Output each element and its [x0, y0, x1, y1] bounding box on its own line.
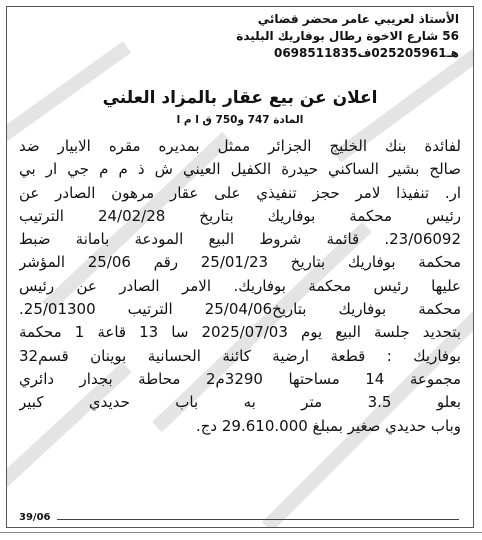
body-line: صالح بشير الساكني حيدرة الكفيل العيني ش ذ م م جي ار بي	[19, 160, 461, 179]
body-line: عليها رئيس محكمة بوفاريك. الامر الصادر عن رئيس	[19, 276, 461, 295]
notice-frame	[6, 6, 474, 528]
lawyer-name: الأستاذ لعريبي عامر محضر قضائي	[257, 12, 459, 26]
notice-articles: المادة 747 و750 ق ا م ا	[176, 114, 304, 126]
body-line: 23/06092. قائمة شروط البيع المودعة بامانة ضبط	[19, 230, 461, 249]
body-line: بعلو 3.5 متر به باب حديدي كبير	[19, 393, 461, 412]
lawyer-phones: هـ025205961ف0698511835	[273, 46, 459, 60]
body-line: بوفاريك : قطعة ارضية كائنة الحسانية بوينان قسم32	[19, 346, 461, 365]
page-bottom-rule	[0, 532, 482, 533]
body-line: وباب حديدي صغير بمبلغ 29.610.000 دج.	[195, 416, 461, 435]
body-line: رئيس محكمة بوفاريك بتاريخ 24/02/28 الترتيب	[19, 206, 461, 225]
footer-code: 39/06	[19, 512, 51, 523]
body-line: محكمة بوفاريك بتاريخ25/04/06 الترتيب 25/01300.	[19, 300, 461, 319]
body-line: محكمة بوفاريك بتاريخ 25/01/23 رقم 25/06 المؤشر	[19, 253, 461, 272]
notice-title: اعلان عن بيع عقار بالمزاد العلني	[102, 88, 378, 108]
body-line: لفائدة بنك الخليج الجزائر ممثل بمديره مقره الابيار ضد	[19, 137, 461, 155]
footer-divider	[57, 519, 459, 520]
notice-body	[19, 135, 461, 438]
lawyer-address: 56 شارع الاخوة رطال بوفاريك البليدة	[236, 29, 459, 43]
body-line: ار. تنفيذا لامر حجز تنفيذي على عقار مرهون الصادر عن	[19, 183, 461, 202]
header-block	[236, 11, 459, 62]
body-line: بتحديد جلسة البيع يوم 2025/07/03 سا 13 قاعة 1 محكمة	[19, 323, 461, 342]
body-line: مجموعة 14 مساحتها 3290م2 محاطة بجدار دائري	[19, 369, 461, 388]
